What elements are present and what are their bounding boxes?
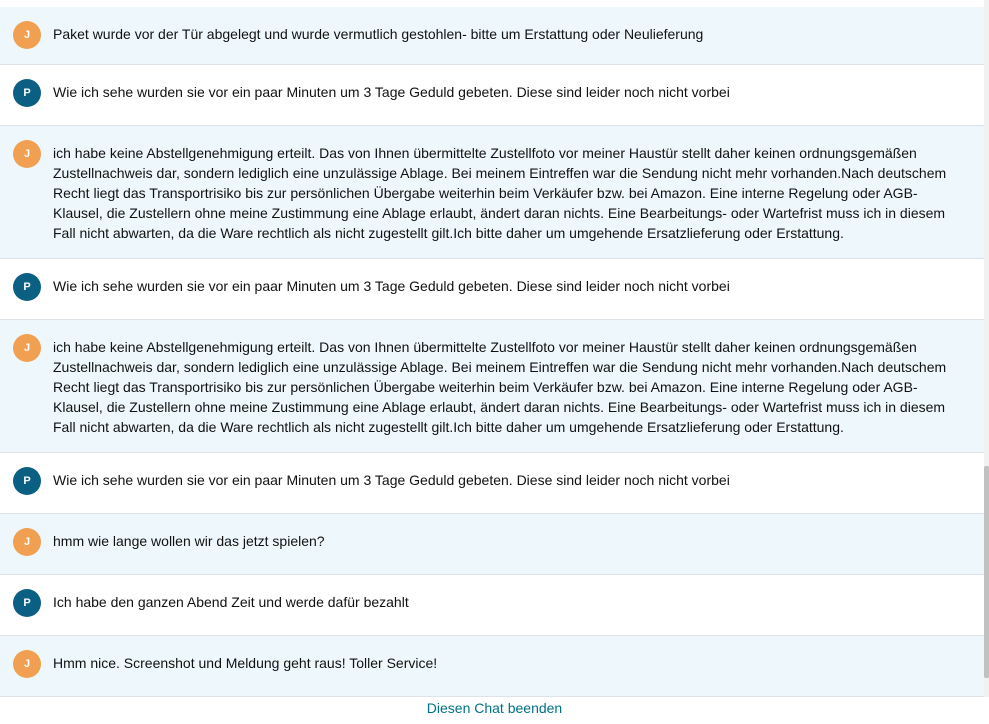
customer-avatar: J <box>13 140 41 168</box>
message-text: Hmm nice. Screenshot und Meldung geht raus! Toller Service! <box>53 655 438 671</box>
chat-message <box>0 65 984 126</box>
agent-avatar: P <box>13 79 41 107</box>
customer-avatar: J <box>13 650 41 678</box>
scrollbar-thumb[interactable] <box>984 466 989 678</box>
chat-scrollbar[interactable] <box>984 0 989 697</box>
agent-avatar: P <box>13 273 41 301</box>
chat-message <box>0 575 984 636</box>
message-text: Wie ich sehe wurden sie vor ein paar Minuten um 3 Tage Geduld gebeten. Diese sind leider noch nicht vorbei <box>53 84 730 100</box>
chat-message <box>0 259 984 320</box>
message-text: hmm wie lange wollen wir das jetzt spielen? <box>53 533 325 549</box>
message-text: ich habe keine Abstellgenehmigung erteilt. Das von Ihnen übermittelte Zustellfoto vor meiner Haustür stellt daher keinen ordnungsgemäßen Zustellnachweis dar, sondern lediglich eine unzulässige Ablage. Bei meinem Eintreffen war die Sendung nicht mehr vorhanden.Nach deutschem Recht liegt das Transportrisiko bis zur persönlichen Übergabe weiterhin beim Verkäufer bzw. bei Amazon. Eine interne Regelung oder AGB-Klausel, die Zustellern ohne meine Zustimmung eine Ablage erlaubt, ändert daran nichts. Eine Bearbeitungs- oder Wartefrist muss ich in diesem Fall nicht abwarten, da die Ware rechtlich als nicht zugestellt gilt.Ich bitte daher um umgehende Ersatzlieferung oder Erstattung. <box>53 339 947 435</box>
customer-avatar: J <box>13 21 41 49</box>
message-text: Wie ich sehe wurden sie vor ein paar Minuten um 3 Tage Geduld gebeten. Diese sind leider noch nicht vorbei <box>53 278 730 294</box>
chat-message <box>0 7 984 65</box>
message-text: Wie ich sehe wurden sie vor ein paar Minuten um 3 Tage Geduld gebeten. Diese sind leider noch nicht vorbei <box>53 472 730 488</box>
chat-message <box>0 636 984 697</box>
chat-transcript <box>0 7 984 697</box>
customer-avatar: J <box>13 528 41 556</box>
message-text: Paket wurde vor der Tür abgelegt und wurde vermutlich gestohlen- bitte um Erstattung oder Neulieferung <box>53 26 704 42</box>
chat-message <box>0 514 984 575</box>
end-chat-link[interactable]: Diesen Chat beenden <box>426 700 563 716</box>
chat-message <box>0 453 984 514</box>
chat-message <box>0 126 984 259</box>
agent-avatar: P <box>13 467 41 495</box>
message-text: Ich habe den ganzen Abend Zeit und werde dafür bezahlt <box>53 594 409 610</box>
chat-message <box>0 320 984 453</box>
agent-avatar: P <box>13 589 41 617</box>
message-text: ich habe keine Abstellgenehmigung erteilt. Das von Ihnen übermittelte Zustellfoto vor meiner Haustür stellt daher keinen ordnungsgemäßen Zustellnachweis dar, sondern lediglich eine unzulässige Ablage. Bei meinem Eintreffen war die Sendung nicht mehr vorhanden.Nach deutschem Recht liegt das Transportrisiko bis zur persönlichen Übergabe weiterhin beim Verkäufer bzw. bei Amazon. Eine interne Regelung oder AGB-Klausel, die Zustellern ohne meine Zustimmung eine Ablage erlaubt, ändert daran nichts. Eine Bearbeitungs- oder Wartefrist muss ich in diesem Fall nicht abwarten, da die Ware rechtlich als nicht zugestellt gilt.Ich bitte daher um umgehende Ersatzlieferung oder Erstattung. <box>53 145 947 241</box>
customer-avatar: J <box>13 334 41 362</box>
